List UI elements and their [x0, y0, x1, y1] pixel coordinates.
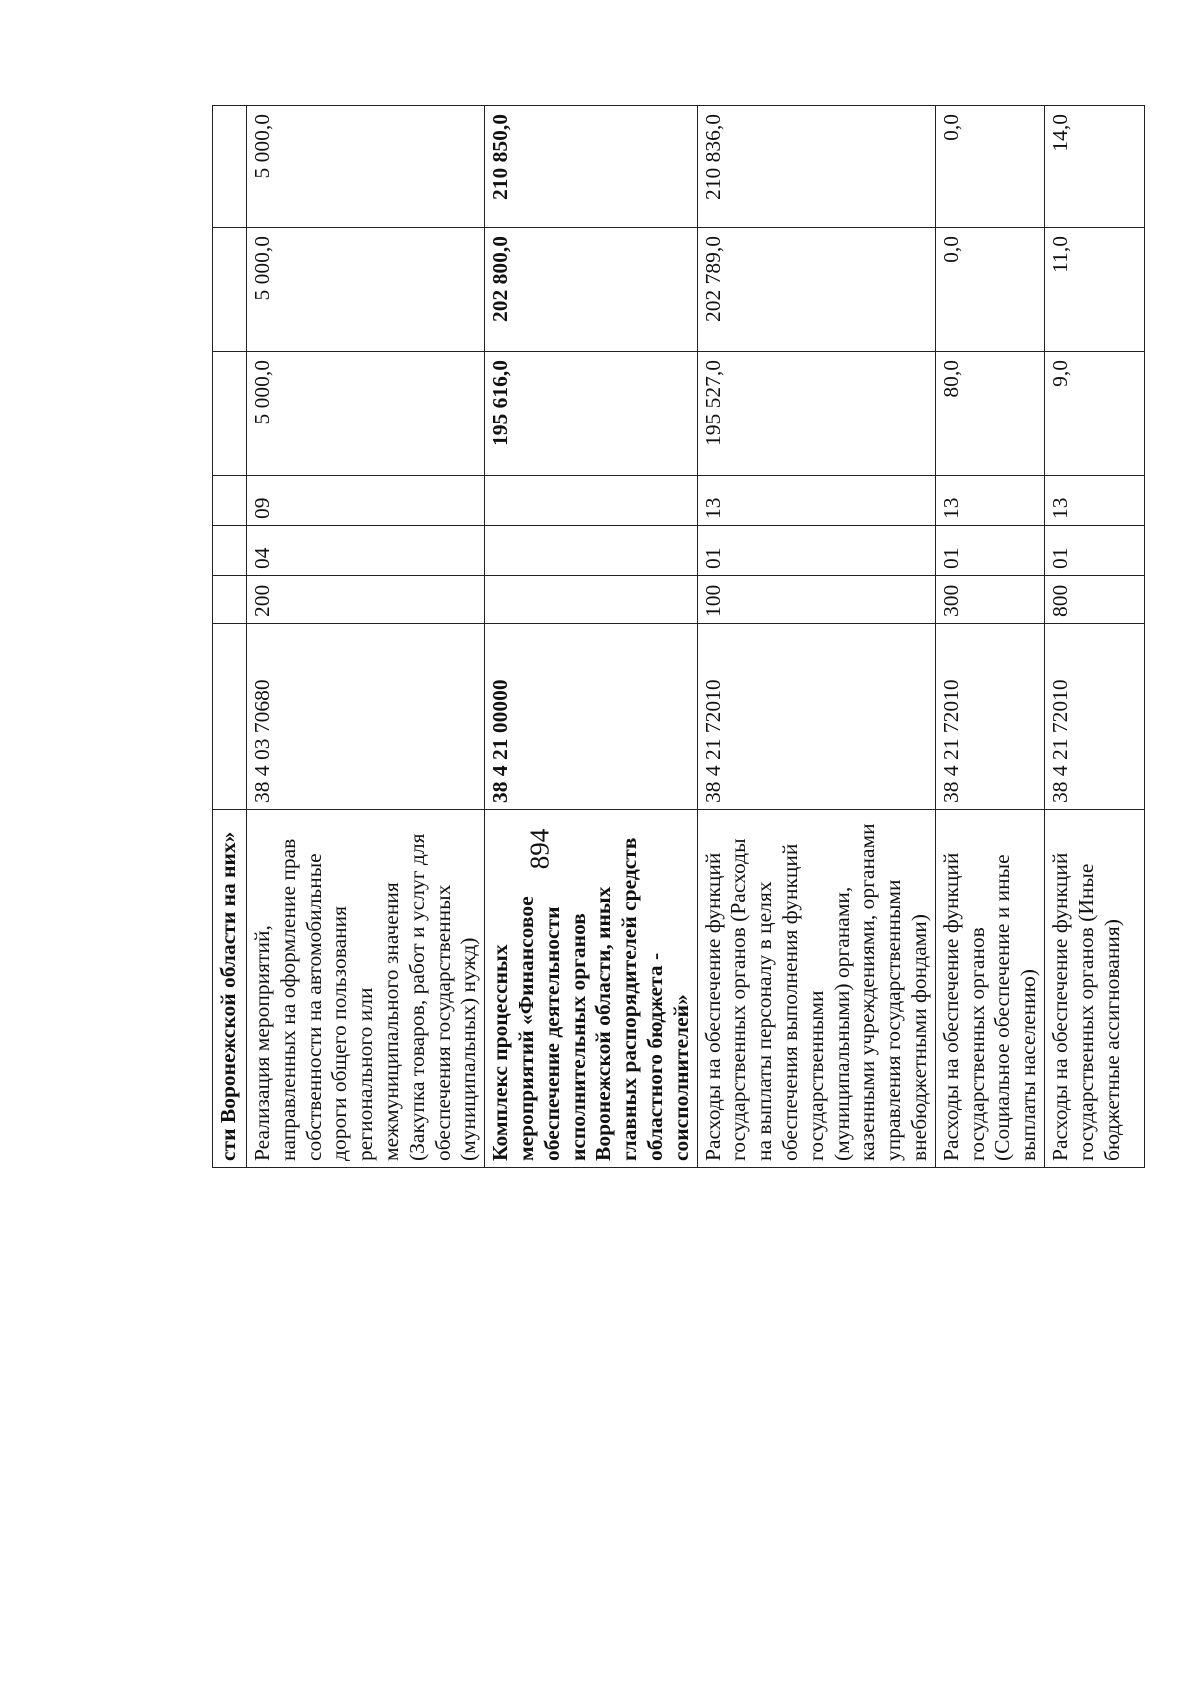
row-amount-year1: 195 616,0 — [485, 352, 697, 476]
row-expense-type: 200 — [247, 576, 485, 624]
row-amount-year2: 202 789,0 — [697, 228, 935, 352]
row-target-code: 38 4 03 70680 — [247, 624, 485, 810]
row-amount-year1: 80,0 — [935, 352, 1044, 476]
row-amount-year2: 11,0 — [1044, 228, 1144, 352]
row-target-code: 38 4 21 72010 — [697, 624, 935, 810]
table-row — [697, 106, 935, 1168]
cell-empty — [213, 476, 247, 526]
row-subsection — [485, 476, 697, 526]
row-name: Расходы на обеспечение функций государственных органов (Иные бюджетные ассигнования) — [1044, 810, 1144, 1168]
table-row — [935, 106, 1044, 1168]
row-amount-year1: 5 000,0 — [247, 352, 485, 476]
row-amount-year2: 202 800,0 — [485, 228, 697, 352]
budget-table — [212, 105, 1145, 1168]
budget-table-rotated — [212, 106, 1124, 1168]
row-subsection: 13 — [1044, 476, 1144, 526]
row-amount-year2: 5 000,0 — [247, 228, 485, 352]
table-row — [247, 106, 485, 1168]
table-row-continuation — [213, 106, 247, 1168]
cell-empty — [213, 228, 247, 352]
row-section: 04 — [247, 526, 485, 576]
cell-empty — [213, 526, 247, 576]
row-target-code: 38 4 21 72010 — [935, 624, 1044, 810]
row-target-code: 38 4 21 72010 — [1044, 624, 1144, 810]
row-name: Комплекс процессных мероприятий «Финансовое обеспечение деятельности исполнительных органов Воронежской области, иных главных распорядителей средств областного бюджета - соисполнителей» — [485, 810, 697, 1168]
row-amount-year2: 0,0 — [935, 228, 1044, 352]
row-expense-type: 800 — [1044, 576, 1144, 624]
row-section: 01 — [935, 526, 1044, 576]
row-subsection: 13 — [697, 476, 935, 526]
row-amount-year3: 210 836,0 — [697, 106, 935, 228]
row-amount-year3: 0,0 — [935, 106, 1044, 228]
row-section — [485, 526, 697, 576]
row-target-code: 38 4 21 00000 — [485, 624, 697, 810]
row-amount-year1: 195 527,0 — [697, 352, 935, 476]
cell-empty — [213, 624, 247, 810]
row-expense-type: 100 — [697, 576, 935, 624]
row-amount-year1: 9,0 — [1044, 352, 1144, 476]
row-expense-type — [485, 576, 697, 624]
row-amount-year3: 14,0 — [1044, 106, 1144, 228]
row-amount-year3: 210 850,0 — [485, 106, 697, 228]
cell-empty — [213, 106, 247, 228]
row-section: 01 — [697, 526, 935, 576]
continuation-header: сти Воронежской области на них» — [213, 810, 247, 1168]
row-expense-type: 300 — [935, 576, 1044, 624]
cell-empty — [213, 352, 247, 476]
cell-empty — [213, 576, 247, 624]
row-subsection: 13 — [935, 476, 1044, 526]
row-section: 01 — [1044, 526, 1144, 576]
table-row — [485, 106, 697, 1168]
row-amount-year3: 5 000,0 — [247, 106, 485, 228]
table-row — [1044, 106, 1144, 1168]
row-subsection: 09 — [247, 476, 485, 526]
page-number: 894 — [524, 828, 555, 870]
row-name: Реализация мероприятий, направленных на оформление прав собственности на автомобильные дороги общего пользования регионального или межмуниципального значения (Закупка товаров, работ и услуг для обеспечения государственных (муниципальных) нужд) — [247, 810, 485, 1168]
row-name: Расходы на обеспечение функций государственных органов (Социальное обеспечение и иные выплаты населению) — [935, 810, 1044, 1168]
row-name: Расходы на обеспечение функций государственных органов (Расходы на выплаты персоналу в целях обеспечения выполнения функций государственными (муниципальными) органами, казенными учреждениями, органами управления государственными внебюджетными фондами) — [697, 810, 935, 1168]
